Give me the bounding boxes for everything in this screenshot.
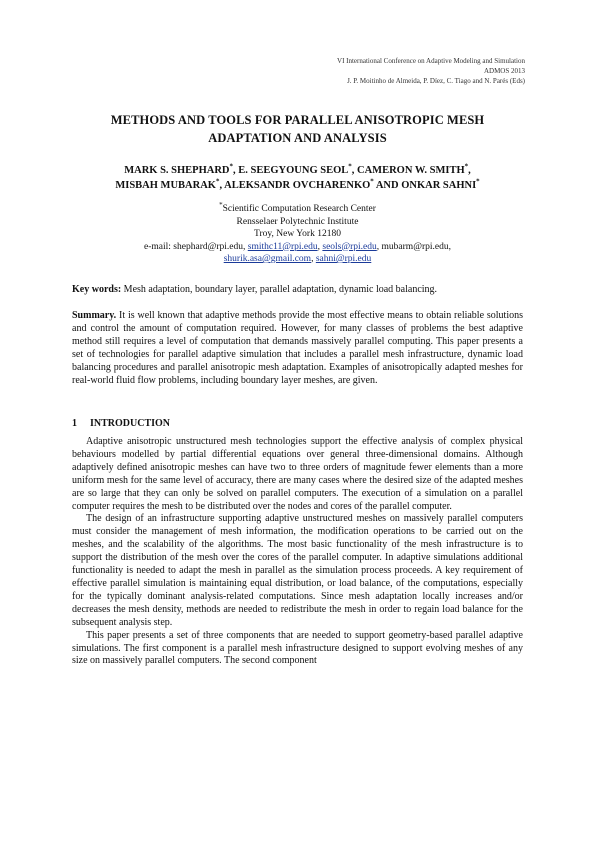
email-link[interactable]: shurik.asa@gmail.com: [223, 254, 312, 264]
body-text: [72, 436, 523, 668]
keywords-text: Mesh adaptation, boundary layer, parallel adaptation, dynamic load balancing.: [121, 284, 438, 295]
author-separator: ,: [468, 165, 471, 176]
author-mark: *: [370, 177, 374, 186]
author-name: E. SEEGYOUNG SEOL: [238, 165, 349, 176]
conference-header: [337, 56, 525, 86]
conference-name: VI International Conference on Adaptive Modeling and Simulation: [337, 57, 525, 65]
keywords: [72, 283, 523, 296]
email-text: mubarm@rpi.edu: [381, 241, 449, 252]
affiliation-name: *Scientific Computation Research Center: [219, 200, 376, 214]
affiliation-block: [90, 200, 505, 266]
section-number: 1: [72, 418, 77, 429]
author-mark: *: [348, 162, 352, 171]
conference-acronym: ADMOS 2013: [483, 67, 525, 75]
paper-title: [60, 111, 535, 147]
email-link[interactable]: sahni@rpi.edu: [315, 254, 372, 264]
author-separator: ,: [219, 180, 225, 191]
email-line: shurik.asa@gmail.com, sahni@rpi.edu: [223, 254, 372, 264]
author-line-2: [60, 178, 535, 193]
author-line-1: [60, 163, 535, 178]
affiliation-city: Troy, New York 12180: [254, 229, 341, 239]
author-mark: *: [476, 177, 480, 186]
email-link[interactable]: seols@rpi.edu: [322, 241, 377, 252]
author-name: MISBAH MUBARAK: [115, 180, 216, 191]
body-paragraph: This paper presents a set of three components that are needed to support geometry-based parallel adaptive simulations. The first component is a parallel mesh infrastructure designed to support evolving meshes of any size on massively parallel computers. The second component: [72, 629, 523, 667]
conference-editors: J. P. Moitinho de Almeida, P. Díez, C. Tiago and N. Parés (Eds): [347, 77, 525, 85]
author-mark: *: [229, 162, 234, 171]
summary: [72, 309, 523, 387]
section-title: INTRODUCTION: [90, 418, 171, 429]
body-paragraph: The design of an infrastructure supporting adaptive unstructured meshes on massively parallel computers must consider the management of mesh information, the modification operations to be carried out on the meshes, and the scalability of the algorithms. The most basic functionality of the mesh infrastructure is to support the distribution of the mesh over the cores of the parallel computer. In adaptive simulations additional functionality is needed to adapt the mesh in parallel as the simulation process proceeds. A key requirement of effective parallel simulation is maintaining equal distribution, or load balance, of the computations, especially for the typically dominant analysis-related computations. Since mesh adaptation locally increases and/or decreases the mesh density, methods are needed to redistribute the mesh in order to regain load balance for the subsequent analysis step.: [72, 513, 523, 628]
email-link[interactable]: smithc11@rpi.edu: [247, 241, 318, 252]
summary-text: It is well known that adaptive methods provide the most effective means to obtain reliable solutions and control the amount of computation required. However, for many classes of problems the best adaptive method still requires a level of computation that demands massively parallel computing. This paper presents a set of technologies for parallel adaptive simulation that includes a parallel mesh infrastructure, dynamic load balancing procedures and parallel anisotropic mesh adaptation. Examples of anisotropically adapted meshes for real-world fluid flow problems, including boundary layer meshes, are given.: [72, 310, 523, 386]
author-separator: ,: [351, 165, 358, 176]
author-list: [60, 163, 535, 193]
affiliation-institute: Rensselaer Polytechnic Institute: [236, 216, 359, 227]
title-line-2: ADAPTATION AND ANALYSIS: [208, 131, 387, 145]
author-mark: *: [215, 177, 220, 186]
author-name: MARK S. SHEPHARD: [124, 165, 230, 176]
author-name: CAMERON W. SMITH: [357, 165, 465, 176]
author-name: ONKAR SAHNI: [401, 180, 477, 191]
affiliation-mark: *: [219, 200, 223, 209]
summary-label: Summary.: [72, 310, 117, 321]
author-name: ALEKSANDR OVCHARENKO: [224, 180, 371, 191]
author-separator: ,: [233, 165, 239, 176]
title-line-1: METHODS AND TOOLS FOR PARALLEL ANISOTROPIC MESH: [110, 113, 485, 127]
keywords-label: Key words:: [72, 284, 122, 295]
author-conjunction: AND: [373, 180, 402, 191]
section-heading: [72, 418, 170, 429]
author-mark: *: [464, 162, 469, 171]
email-line: e-mail: shephard@rpi.edu, smithc11@rpi.edu, seols@rpi.edu, mubarm@rpi.edu,: [144, 241, 451, 252]
body-paragraph: Adaptive anisotropic unstructured mesh technologies support the effective analysis of complex physical behaviours modelled by partial differential equations over general three-dimensional domains. Although adaptively defined anisotropic meshes can have two to three orders of magnitude fewer elements than a more uniform mesh for the same level of accuracy, there are many cases where the desired size of the adapted meshes are so large that they can only be solved on parallel computers. The execution of a simulation on a parallel computer requires the mesh to be distributed over the nodes and cores of the parallel computer.: [72, 436, 523, 512]
email-prefix: e-mail: shephard@rpi.edu,: [144, 241, 248, 252]
